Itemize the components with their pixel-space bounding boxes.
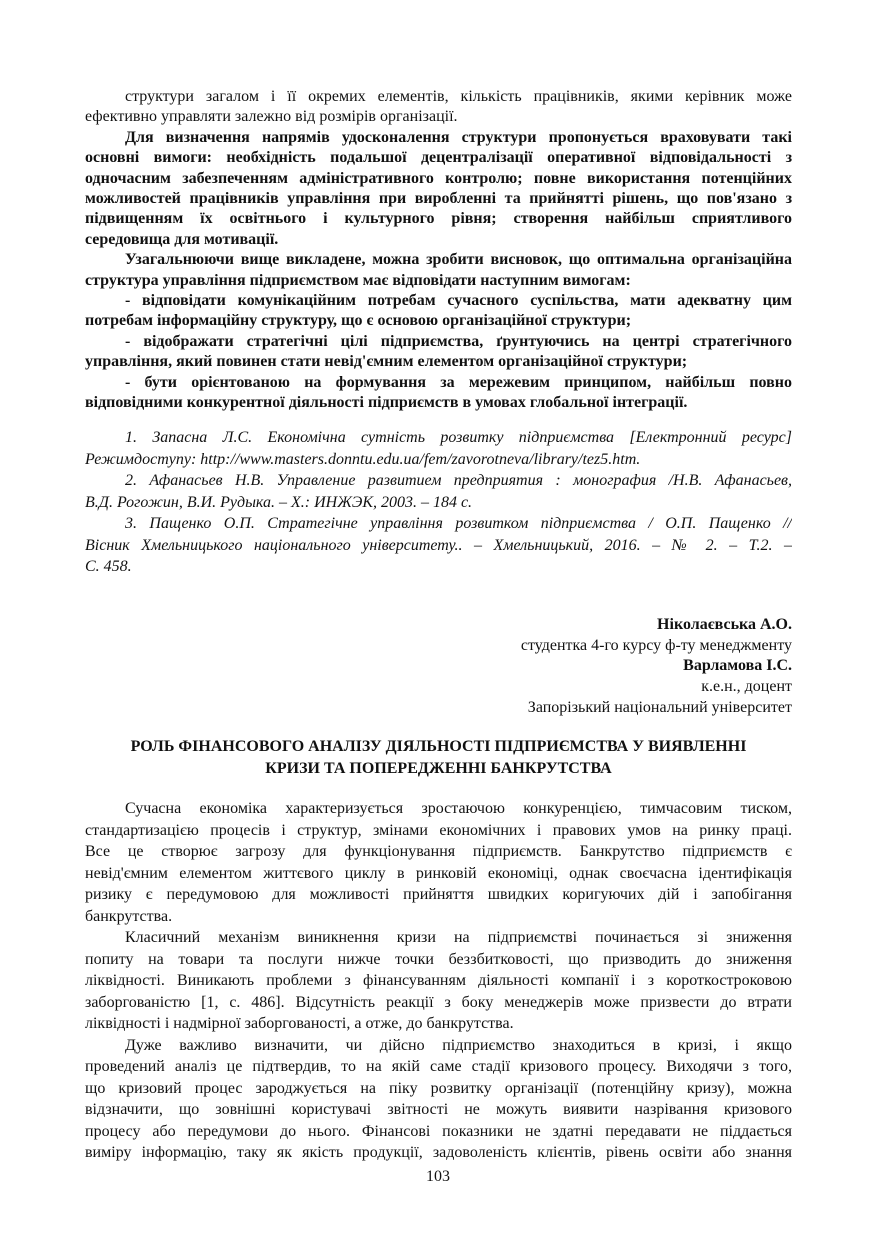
text-line: - бути орієнтованою на формування за мережевим принципом, найбільш повно [125,373,792,391]
text-line: Сучасна економіка характеризується зростаючою конкуренцією, тимчасовим тиском, [125,800,792,817]
references-list [85,427,792,578]
text-line: процесу або передумови до нього. Фінансові показники не здатні передавати не піддається [85,1122,792,1140]
text-line: структури загалом і її окремих елементів, кількість працівників, якими керівник може [125,88,792,105]
text-line: Класичний механізм виникнення кризи на підприємстві починається зі зниження [125,929,792,946]
paragraph [85,1035,792,1164]
reference-item [85,470,792,513]
author-name: Варламова І.С. [683,657,792,675]
paragraph [85,291,792,332]
text-line: 2. Афанасьев Н.В. Управление развитием предприятия : монография /Н.В. Афанасьев, [125,472,792,489]
text-line: невід'ємним елементом життєвого циклу в ринковій економіці, однак своєчасна ідентифікація [85,864,792,882]
text-line: середовища для мотивації. [85,230,279,248]
text-line: ліквідності і надмірної заборгованості, а отже, до банкрутства. [85,1015,514,1032]
text-line: можливостей працівників управління при виробленні та прийнятті рішень, що пов'язано з [85,190,792,208]
text-line: управління, який повинен стати невід'ємним елементом організаційної структури; [85,353,688,371]
text-line: підвищенням їх освітнього і культурного рівня; створення найбільш сприятливого [85,210,792,228]
text-line: відповідними конкурентної діяльності підприємств в умовах глобальної інтеграції. [85,394,688,412]
text-line: потребам інформаційну структуру, що є основою організаційної структури; [85,312,632,330]
text-line: В.Д. Рогожин, В.И. Рудыка. – Х.: ИНЖЭК, 2003. – 184 с. [85,493,473,511]
paragraph [85,373,792,414]
text-line: виміру інформацію, таку як якість продукції, задоволеність клієнтів, рівень освіти або знання [85,1144,792,1161]
paragraph [85,332,792,373]
text-line: ліквідності. Виникають проблеми з фінансуванням діяльності компанії і з короткостроковою [85,972,792,989]
text-line: основні вимоги: необхідність подальшої децентралізації оперативної відповідальності з [85,149,792,167]
paragraph [85,128,792,250]
text-line: відзначити, що зовнішні користувачі звітності не можуть виявити назрівання кризового [85,1101,792,1118]
text-line: 1. Запасна Л.С. Економічна сутність розвитку підприємства [Електронний ресурс] [125,429,792,446]
text-line: що кризовий процес зароджується на піку розвитку організації (потенційну кризу), можна [85,1079,792,1097]
text-line: - відповідати комунікаційним потребам сучасного суспільства, мати адекватну цим [125,292,792,310]
author-affiliation: к.е.н., доцент [701,678,792,696]
article-body [85,798,792,1164]
text-line: Для визначення напрямів удосконалення структури пропонується враховувати такі [125,128,792,146]
author-affiliation: студентка 4-го курсу ф-ту менеджменту [520,636,792,654]
paragraph [85,927,792,1035]
text-line: ризику є передумовою для можливості прийняття швидких коригуючих дій і запобігання [85,886,792,903]
author-name: Ніколаєвська А.О. [657,616,792,633]
text-line: стандартизацією процесів і структур, змінами економічних і правових умов на ринку праці. [85,821,792,839]
reference-item [85,513,792,578]
title-line: РОЛЬ ФІНАНСОВОГО АНАЛІЗУ ДІЯЛЬНОСТІ ПІДПРИЄМСТВА У ВИЯВЛЕННІ [130,738,747,755]
text-line: попиту на товари та послуги нижче точки беззбитковості, що призводить до зниження [85,950,792,968]
text-line: ефективно управляти залежно від розмірів організації. [85,108,458,126]
text-line: проведений аналіз це підтвердив, то на якій саме стадії кризового процесу. Виходячи з того, [85,1058,792,1075]
text-line: - відображати стратегічні цілі підприємства, ґрунтуючись на центрі стратегічного [125,332,792,350]
text-line: С. 458. [85,558,132,575]
text-line: Все це створює загрозу для функціонування підприємств. Банкрутство підприємств є [85,843,792,860]
paragraph [85,798,792,927]
paragraph [85,250,792,291]
text-line: Режимдостyny: http://www.masters.donntu.edu.ua/fem/zavorotneva/library/tez5.htm. [85,450,641,468]
title-line: КРИЗИ ТА ПОПЕРЕДЖЕННІ БАНКРУТСТВА [265,760,612,777]
page-number: 103 [426,1168,450,1185]
text-line: 3. Пащенко О.П. Стратегічне управління розвитком підприємства / О.П. Пащенко // [125,515,792,532]
text-line: структура управління підприємством має відповідати наступним вимогам: [85,271,631,289]
paragraph [85,87,792,128]
reference-item [85,427,792,470]
text-line: Вісник Хмельницького національного університету.. – Хмельницький, 2016. – № 2. – Т.2. – [85,536,792,554]
top-section [85,87,792,414]
author-affiliation: Запорізький національний університет [527,698,792,716]
text-line: заборгованістю [1, с. 486]. Відсутність реакції з боку менеджерів може призвести до втрати [85,993,792,1011]
text-line: банкрутства. [85,907,173,925]
text-line: Узагальнюючи вище викладене, можна зробити висновок, що оптимальна організаційна [125,251,792,269]
article-title [85,736,792,780]
text-line: одночасним забезпеченням адміністративного контролю; повне використання потенційних [85,169,792,187]
text-line: Дуже важливо визначити, чи дійсно підприємство знаходиться в кризі, і якщо [125,1036,792,1054]
authors-block [85,615,792,719]
